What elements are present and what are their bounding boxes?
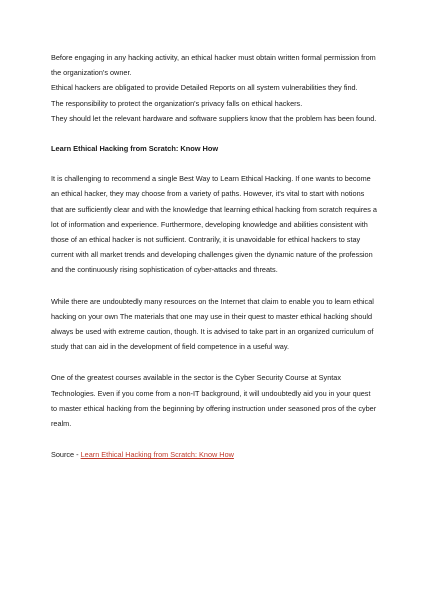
source-line	[51, 447, 377, 462]
paragraph-best-way: It is challenging to recommend a single Best Way to Learn Ethical Hacking. If one wants to become an ethical hacker, they may choose from a variety of paths. However, it's vital to start with notions that are sufficiently clear and with the knowledge that learning ethical hacking from scratch requires a lot of information and experience. Furthermore, developing knowledge and abilities consistent with those of an ethical hacker is not sufficient. Contrarily, it is unavoidable for ethical hackers to stay current with all market trends and developing challenges given the dynamic nature of the profession and the continuously rising sophistication of cyber-attacks and threats.	[51, 174, 377, 275]
intro-line-suppliers: They should let the relevant hardware and software suppliers know that the problem has been found.	[51, 113, 377, 123]
paragraph-course: One of the greatest courses available in the sector is the Cyber Security Course at Syntax Technologies. Even if you come from a non-IT background, it will undoubtedly aid you in your quest to master ethical hacking from the beginning by offering instruction under seasoned pros of the cyber realm.	[51, 373, 377, 429]
document-page	[51, 50, 377, 462]
intro-line-permission: Before engaging in any hacking activity, an ethical hacker must obtain written formal permission from the organization's owner.	[51, 53, 376, 78]
intro-line-privacy: The responsibility to protect the organization's privacy falls on ethical hackers.	[51, 98, 303, 108]
section-heading: Learn Ethical Hacking from Scratch: Know How	[51, 144, 219, 154]
spacer	[51, 354, 377, 370]
spacer	[51, 278, 377, 294]
spacer	[51, 156, 377, 171]
spacer	[51, 431, 377, 447]
paragraph-resources: While there are undoubtedly many resources on the Internet that claim to enable you to learn ethical hacking on your own The materials that one may use in their quest to master ethical hacking should always be used with extreme caution, though. It is advised to take part in an organized curriculum of study that can aid in the development of field competence in a useful way.	[51, 296, 374, 352]
source-prefix: Source -	[51, 450, 81, 460]
spacer	[51, 126, 377, 141]
intro-line-reports: Ethical hackers are obligated to provide Detailed Reports on all system vulnerabilities they find.	[51, 83, 358, 93]
source-link[interactable]: Learn Ethical Hacking from Scratch: Know How	[80, 450, 234, 460]
